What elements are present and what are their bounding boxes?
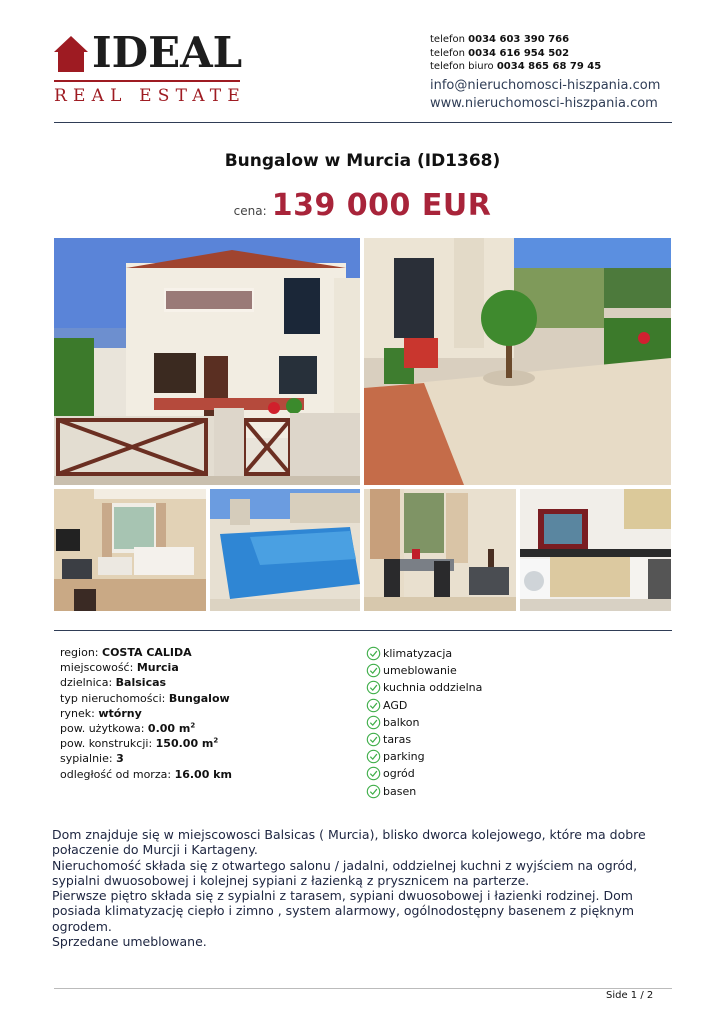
- feature-label: parking: [383, 750, 425, 764]
- feature-item: [366, 714, 482, 731]
- detail-region: region: COSTA CALIDA: [60, 646, 192, 659]
- check-circle-icon: [366, 663, 381, 678]
- price-label: cena:: [233, 204, 267, 218]
- detail-district: dzielnica: Balsicas: [60, 676, 167, 690]
- feature-label: basen: [383, 784, 417, 798]
- price-row: [0, 188, 725, 223]
- description-paragraph: Dom znajduje się w miejscowosci Balsicas ( Murcia), blisko dworca kolejowego, które ma dobre połaczenie do Murcji i Kartageny.: [52, 827, 646, 858]
- feature-list: [366, 645, 482, 800]
- photo-exterior[interactable]: [54, 238, 360, 485]
- brand-tagline: REAL ESTATE: [54, 86, 246, 106]
- detail-market: rynek: wtórny: [60, 706, 142, 720]
- photo-living-room[interactable]: [54, 489, 206, 611]
- email-link[interactable]: info@nieruchomosci-hiszpania.com: [430, 78, 661, 93]
- feature-item: [366, 662, 482, 679]
- check-circle-icon: [366, 698, 381, 713]
- check-circle-icon: [366, 646, 381, 661]
- page-number: Side 1 / 2: [606, 990, 654, 1001]
- property-description: [52, 827, 677, 949]
- logo-divider: [54, 80, 240, 82]
- brand-logo-text: IDEAL: [92, 28, 243, 77]
- feature-label: AGD: [383, 698, 408, 712]
- section-divider: [54, 630, 672, 631]
- phone-line-1: telefon 0034 603 390 766: [430, 34, 570, 45]
- photo-kitchen[interactable]: [520, 489, 671, 611]
- detail-bedrooms: sypialnie: 3: [60, 752, 124, 766]
- feature-label: umeblowanie: [383, 664, 457, 678]
- phone-line-2: telefon 0034 616 954 502: [430, 47, 570, 59]
- feature-label: taras: [383, 733, 412, 747]
- phone-number-2[interactable]: 0034 616 954 502: [468, 47, 570, 59]
- header-divider: [54, 122, 672, 123]
- contact-phones: [430, 33, 601, 74]
- check-circle-icon: [366, 680, 381, 695]
- feature-item: [366, 748, 482, 765]
- detail-sea-distance: odległość od morza: 16.00 km: [60, 767, 232, 781]
- phone-number-1[interactable]: 0034 603 390 766: [468, 34, 570, 45]
- feature-item: [366, 697, 482, 714]
- feature-label: balkon: [383, 715, 420, 729]
- price-value: 139 000 EUR: [271, 188, 492, 223]
- listing-title: Bungalow w Murcia (ID1368): [224, 151, 501, 171]
- description-paragraph: Sprzedane umeblowane.: [52, 934, 207, 950]
- check-circle-icon: [366, 784, 381, 799]
- photo-pool[interactable]: [210, 489, 360, 611]
- description-paragraph: Pierwsze piętro składa się z sypialni z tarasem, sypiani dwuosobowej i łazienki rodzinej. Dom posiada klimatyzację ciepło i zimno , system alarmowy, ogólnodostępny basenem z pięknym ogrodem.: [52, 888, 635, 934]
- description-paragraph: Nieruchomość składa się z otwartego salonu / jadalni, oddzielnej kuchni z wyjściem na ogród, sypialni dwuosobowej i kolejnej sypiani z łazienką z prysznicem na parterze.: [52, 857, 638, 888]
- phone-number-office[interactable]: 0034 865 68 79 45: [496, 61, 602, 72]
- feature-label: ogród: [383, 767, 415, 781]
- footer-divider: [54, 988, 672, 989]
- detail-built-area: pow. konstrukcji: 150.00 $m^2$: [60, 736, 219, 751]
- detail-property-type: typ nieruchomości: Bungalow: [60, 691, 230, 705]
- check-circle-icon: [366, 732, 381, 747]
- feature-item: [366, 783, 482, 800]
- detail-usable-area: pow. użytkowa: 0.00 $m^2$: [60, 721, 196, 736]
- detail-town: miejscowość: Murcia: [60, 661, 179, 675]
- feature-item: [366, 679, 482, 696]
- feature-item: [366, 645, 482, 662]
- check-circle-icon: [366, 749, 381, 764]
- feature-label: kuchnia oddzielna: [383, 681, 483, 695]
- phone-line-3: telefon biuro 0034 865 68 79 45: [430, 61, 602, 72]
- photo-dining[interactable]: [364, 489, 516, 611]
- check-circle-icon: [366, 715, 381, 730]
- property-details: [60, 645, 232, 782]
- house-roof-icon: [54, 36, 88, 72]
- photo-terrace[interactable]: [364, 238, 671, 485]
- feature-label: klimatyzacja: [383, 647, 453, 661]
- website-link[interactable]: www.nieruchomosci-hiszpania.com: [430, 96, 658, 111]
- feature-item: [366, 731, 482, 748]
- feature-item: [366, 765, 482, 782]
- check-circle-icon: [366, 766, 381, 781]
